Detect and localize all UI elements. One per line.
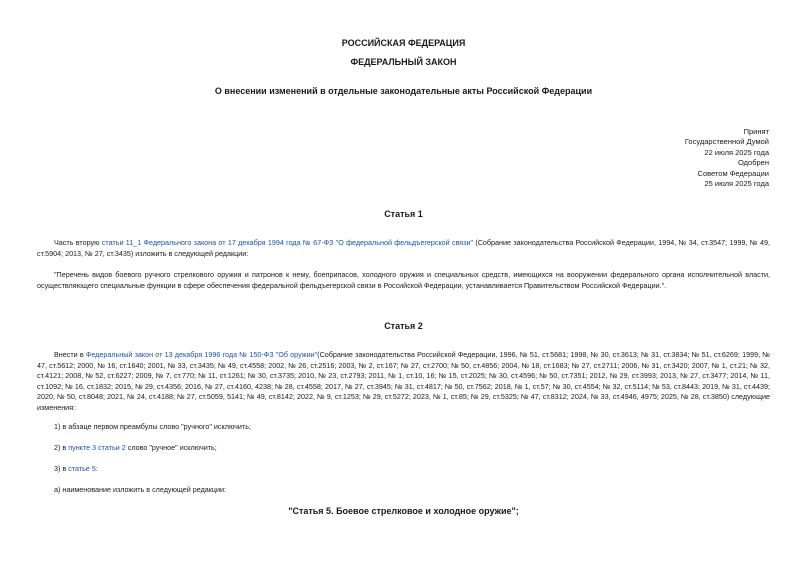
adoption-line: Принят bbox=[743, 127, 769, 136]
text-span: 2) в bbox=[54, 443, 69, 452]
article-5-quote: "Статья 5. Боевое стрелковое и холодное оружие"; bbox=[288, 506, 519, 516]
text-span: (Собрание законодательства Российской Федерации, 1994, № 34, ст.3547; 1999, № 49, ст.5904; 2013, № 27, ст.3435) изложить в следующей редакции: bbox=[37, 238, 770, 258]
article-1-paragraph-1 bbox=[37, 238, 770, 259]
law-title: О внесении изменений в отдельные законодательные акты Российской Федерации bbox=[214, 86, 593, 96]
item-3 bbox=[54, 464, 98, 473]
text-span: слово "ручное" исключить; bbox=[125, 443, 217, 452]
text-span: Часть вторую bbox=[54, 238, 102, 247]
country-heading: РОССИЙСКАЯ ФЕДЕРАЦИЯ bbox=[341, 38, 466, 48]
adoption-info bbox=[685, 127, 769, 189]
item-2-link[interactable]: пункте 3 статьи 2 bbox=[68, 443, 126, 452]
adoption-line: 25 июля 2025 года bbox=[704, 179, 769, 189]
adoption-line: Советом Федерации bbox=[697, 168, 769, 178]
article-1-paragraph-2: "Перечень видов боевого ручного стрелкового оружия и патронов к нему, боеприпасов, холодного оружия и специальных средств, имеющихся на вооружении федерального органа исполнительной власти, осуществляющего специальные функции в сфере обеспечения федеральной фельдъегерской связи в Российской Федерации, устанавливается Правительством Российской Федерации.". bbox=[37, 270, 770, 290]
item-2 bbox=[54, 443, 217, 452]
text-span: : bbox=[95, 464, 98, 473]
text-span: 3) в bbox=[54, 464, 69, 473]
adoption-line: Государственной Думой bbox=[684, 137, 769, 147]
law-type-heading: ФЕДЕРАЛЬНЫЙ ЗАКОН bbox=[350, 57, 457, 67]
adoption-line: Одобрен bbox=[738, 158, 769, 168]
item-3-link[interactable]: статье 5 bbox=[68, 464, 96, 473]
article-2-paragraph-1 bbox=[37, 350, 770, 414]
fz-67-link[interactable]: статьи 11_1 Федерального закона от 17 декабря 1994 года № 67-ФЗ "О федеральной фельдъегерской связи" bbox=[101, 238, 474, 247]
article-2-heading: Статья 2 bbox=[384, 321, 423, 331]
text-span: Внести в bbox=[54, 350, 86, 359]
text-span: (Собрание законодательства Российской Федерации, 1996, № 51, ст.5681; 1998, № 30, ст.3613; № 31, ст.3834; № 51, ст.6269; 1999, № 47, ст.5612; 2000, № 16, ст.1640; 2001, № 33, ст.3435; № 49, ст.4558; 2002, № 26, ст.2516; 2003, № 2, ст.167; № 27, ст.2700; № 50, ст.4856; 2004, № 18, ст.1683; № 27, ст.2711; 2006, № 31, ст.3420; 2007, № 1, ст.21; № 32, ст.4121; 2008, № 52, ст.6227; 2009, № 7, ст.770; № 11, ст.1261; № 30, ст.3735; 2010, № 23, ст.2793; 2011, № 1, ст.10, 16; № 15, ст.2025; № 30, ст.4596; № 50, ст.7351; 2012, № 29, ст.3993; 2013, № 27, ст.3477; 2014, № 11, ст.1092; № 16, ст.1832; 2015, № 29, ст.4356; 2016, № 27, ст.4160, 4238; № 28, ст.4558; 2017, № 27, ст.3945; № 31, ст.4817; № 50, ст.7562; 2018, № 1, ст.57; № 30, ст.4554; № 32, ст.5114; № 53, ст.8443; 2019, № 31, ст.4439; 2020, № 50, ст.8048; 2021, № 24, ст.4188; № 27, ст.5059, 5141; № 49, ст.8142; 2022, № 9, ст.1253; № 29, ст.5272; 2023, № 1, ст.85; № 29, ст.5325; № 47, ст.8312; 2024, № 33, ст.4946, 4975; 2025, № 28, ст.3850) следующие изменения: bbox=[37, 350, 770, 412]
adoption-line: 22 июля 2025 года bbox=[704, 147, 769, 157]
article-1-heading: Статья 1 bbox=[384, 209, 423, 219]
item-3a: а) наименование изложить в следующей редакции: bbox=[54, 485, 227, 494]
item-1: 1) в абзаце первом преамбулы слово "ручного" исключить; bbox=[54, 422, 251, 431]
fz-150-link[interactable]: Федеральный закон от 13 декабря 1996 года № 150-ФЗ "Об оружии" bbox=[85, 350, 318, 359]
